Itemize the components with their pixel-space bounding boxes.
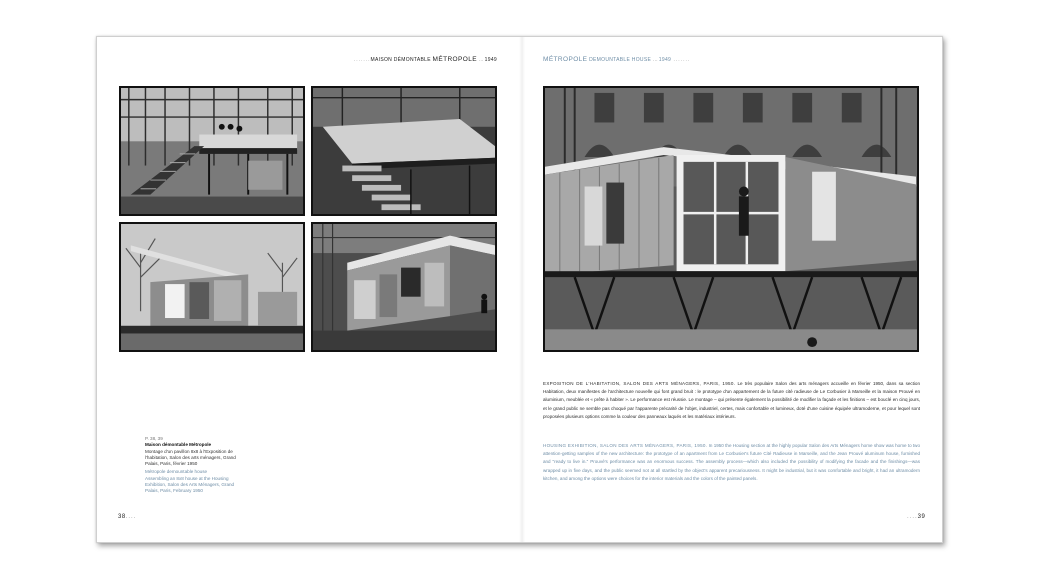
page-number-left: 38....	[118, 514, 137, 520]
running-head-left-year: 1949	[484, 57, 497, 63]
body-text-english	[543, 442, 920, 483]
book-gutter	[519, 37, 525, 542]
running-head-right-suffix: DEMOUNTABLE HOUSE	[589, 57, 652, 63]
caption-text-fr: Montage d'un pavillon 8x8 à l'Exposition de l'habitation, Salon des arts ménagers, Grand Palais, Paris, février 1950	[145, 448, 236, 467]
body-text-french-content: Le très populaire Salon des arts ménagers accueille en février 1950, dans sa section Habitation, deux manifestes de l'architecture nouvelle qui font grand bruit : le prototype d'un appartement de la future cité radieuse de Le Corbusier à Marseille et la maison Prouvé en aluminium, meublée et « prête à habiter ». Le performance est réussie. Le montage – qui présente également la possibilité de modifier la façade et les finitions – est bouclé en cinq jours, et le grand public ne semble pas choqué par l'apparente précarité de l'objet, industriel, certes, mais confortable et lumineux, doté d'une cuisine équipée ultramoderne, et pour lequel sont proposées plusieurs options comme la couleur des panneaux laqués et les matériaux intérieurs.	[543, 381, 920, 419]
running-head-right: MÉTROPOLE DEMOUNTABLE HOUSE …1949 .......	[543, 56, 691, 63]
running-head-right-title: MÉTROPOLE	[543, 56, 588, 63]
photo-house-trees	[119, 222, 305, 352]
body-text-french-lead: EXPOSITION DE L'HABITATION, SALON DES ARTS MÉNAGERS, PARIS, 1950.	[543, 381, 736, 386]
caption-page-ref: P. 38, 39	[145, 436, 163, 441]
photo-caption	[145, 436, 245, 495]
running-head-left: .......MAISON DÉMONTABLE MÉTROPOLE …1949	[353, 56, 497, 63]
photo-platform-stairs	[311, 86, 497, 216]
page-number-right-value: 39	[917, 514, 926, 520]
body-text-french	[543, 380, 920, 421]
running-head-left-prefix: MAISON DÉMONTABLE	[370, 57, 431, 63]
photo-exhibition-large	[543, 86, 919, 352]
book-spread	[96, 36, 943, 543]
running-head-right-year: 1949	[658, 57, 672, 63]
photo-house-facade-panels	[311, 222, 497, 352]
photo-assembly-frame-staircase	[119, 86, 305, 216]
caption-title: Maison démontable Métropole	[145, 442, 212, 448]
caption-title-en: Métropole demountable house	[145, 469, 208, 475]
body-text-english-content: In 1950 the Housing section at the highly popular Salon des Arts Ménagers home show was home to two attention-getting samples of the new architecture: the prototype of an apartment from Le Corbusier's future Cité Radieuse in Marseille, and the Jean Prouvé aluminum house, furnished and "ready to live in." Prouvé's performance was an enormous success. The assembly process—which also included the possibility of modifying the facade and the finishings—was wrapped up in five days, and the public seemed not at all startled by the object's apparent precariousness. It might be industrial, but it was comfortable and bright, it had an ultramodern kitchen, and among the options were choices for the interior materials and the colors of the painted panels.	[543, 443, 920, 481]
running-head-left-title: MÉTROPOLE	[432, 56, 477, 63]
page-number-right: ....39	[907, 514, 926, 520]
body-text-english-lead: HOUSING EXHIBITION, SALON DES ARTS MÉNAGERS, PARIS, 1950.	[543, 443, 708, 448]
page-number-left-value: 38	[118, 514, 126, 520]
caption-text-en: Assembling an 8x8 house at the Housing Exhibition, Salon des Arts Ménagers, Grand Palais, Paris, February 1950	[145, 475, 235, 494]
